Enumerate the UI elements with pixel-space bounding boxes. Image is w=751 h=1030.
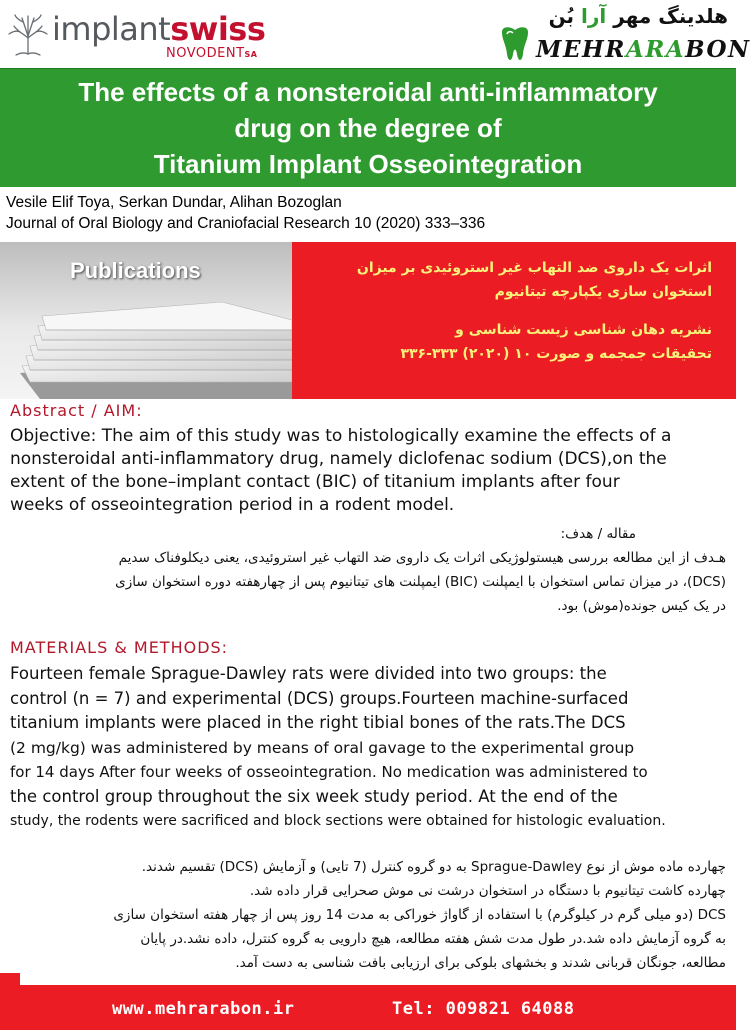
methods-en-line: control (n = 7) and experimental (DCS) groups.Fourteen machine-surfaced <box>10 688 629 708</box>
journal-citation: Journal of Oral Biology and Craniofacial Research 10 (2020) 333–336 <box>6 215 486 232</box>
title-line: drug on the degree of <box>234 113 502 143</box>
methods-en-line: titanium implants were placed in the right tibial bones of the rats.The DCS <box>10 713 626 732</box>
fa-title-line: اثرات یک داروی ضد التهاب غیر استروئیدی بر میزان <box>356 260 712 276</box>
fa-journal-line: نشریه دهان شناسی زیست شناسی و <box>455 322 712 338</box>
holding-name-fa: هلدینگ مهر آرا بُن <box>548 4 728 28</box>
fa-journal <box>302 318 712 366</box>
footer <box>0 995 736 1030</box>
methods-fa-line: چهارده کاشت تیتانیوم با دستگاه در استخوان درشت نی موش صحرایی قرار داده شد. <box>249 883 726 899</box>
persian-title-panel <box>292 242 736 399</box>
abstract-heading: Abstract / AIM: <box>10 401 143 420</box>
website-link[interactable]: www.mehrarabon.ir <box>112 999 295 1019</box>
methods-fa-line: مطالعه، جونگان قربانی شدند و بخشهای بلوکی برای ارزیابی بافت شناسی به دست آمد. <box>235 955 726 971</box>
abstract-en-line: weeks of osseointegration period in a rodent model. <box>10 495 455 515</box>
implantswiss-logo <box>6 8 266 66</box>
header <box>0 0 751 68</box>
brand-name: implantswiss <box>52 10 266 48</box>
abstract-fa-line: (DCS)، در میزان تماس استخوان با ایمپلنت (BIC) ایمپلنت های تیتانیوم پس از چهارهفته دوره استخوان سازی <box>115 574 726 590</box>
methods-en-line: (2 mg/kg) was administered by means of oral gavage to the experimental group <box>10 738 635 757</box>
authors-block <box>6 192 485 234</box>
methods-heading: MATERIALS & METHODS: <box>10 638 229 657</box>
tree-icon <box>6 12 50 56</box>
brand-subtitle: NOVODENTSA <box>166 46 258 61</box>
footer-accent <box>0 985 736 995</box>
methods-en-line: the control group throughout the six week study period. At the end of the <box>10 786 618 806</box>
methods-en <box>10 662 728 834</box>
publications-label: Publications <box>70 258 201 283</box>
methods-en-line: study, the rodents were sacrificed and block sections were obtained for histologic evaluation. <box>10 813 666 829</box>
abstract-fa-heading: مقاله / هدف: <box>560 526 636 542</box>
abstract-fa <box>8 522 726 618</box>
methods-fa-line: DCS (دو میلی گرم در کیلوگرم) با استفاده از گاواژ خوراکی به مدت 14 روز پس از چهار هفته استخوان سازی <box>113 907 726 923</box>
title-band <box>0 68 736 187</box>
fa-journal-line: تحقیقات جمجمه و صورت ۱۰ (۲۰۲۰) ۳۳۳-۳۳۶ <box>400 346 712 362</box>
mehrarabon-logo <box>496 4 751 64</box>
tooth-icon <box>496 24 534 64</box>
title-line: Titanium Implant Osseointegration <box>153 149 583 179</box>
abstract-fa-line: هـدف از این مطالعه بررسی هیستولوژیکی اثرات یک داروی ضد التهاب غیر استروئیدی، یعنی دیکلوفناک سدیم <box>118 550 726 566</box>
publications-image <box>0 242 292 399</box>
methods-en-line: for 14 days After four weeks of osseointegration. No medication was administered to <box>10 763 648 781</box>
methods-en-line: Fourteen female Sprague-Dawley rats were divided into two groups: the <box>10 664 607 683</box>
phone-number: Tel: 009821 64088 <box>392 999 575 1019</box>
brand-name-en: MEHRARABON <box>536 36 751 63</box>
abstract-en-line: extent of the bone–implant contact (BIC) of titanium implants after four <box>10 472 620 492</box>
methods-fa-line: به گروه آزمایش داده شد.در طول مدت شش هفته مطالعه، هیچ دارویی به گروه کنترل، داده نشد.در پایان <box>140 931 726 947</box>
paper-stack-icon <box>0 278 292 399</box>
title-line: The effects of a nonsteroidal anti-inflammatory <box>78 77 658 107</box>
fa-title <box>302 256 712 304</box>
methods-fa <box>8 855 726 975</box>
methods-fa-line: چهارده ماده موش از نوع Sprague-Dawley به دو گروه کنترل (7 تایی) و آزمایش (DCS) تقسیم شدند. <box>141 859 726 875</box>
fa-title-line: استخوان سازی یکپارچه تیتانیوم <box>494 284 712 300</box>
abstract-en <box>10 425 728 517</box>
author-names: Vesile Elif Toya, Serkan Dundar, Alihan Bozoglan <box>6 194 342 211</box>
abstract-en-line: nonsteroidal anti-inflammatory drug, namely diclofenac sodium (DCS),on the <box>10 449 667 469</box>
abstract-fa-line: در یک کیس جونده(موش) بود. <box>557 598 726 614</box>
abstract-en-line: Objective: The aim of this study was to histologically examine the effects of a <box>10 426 672 446</box>
